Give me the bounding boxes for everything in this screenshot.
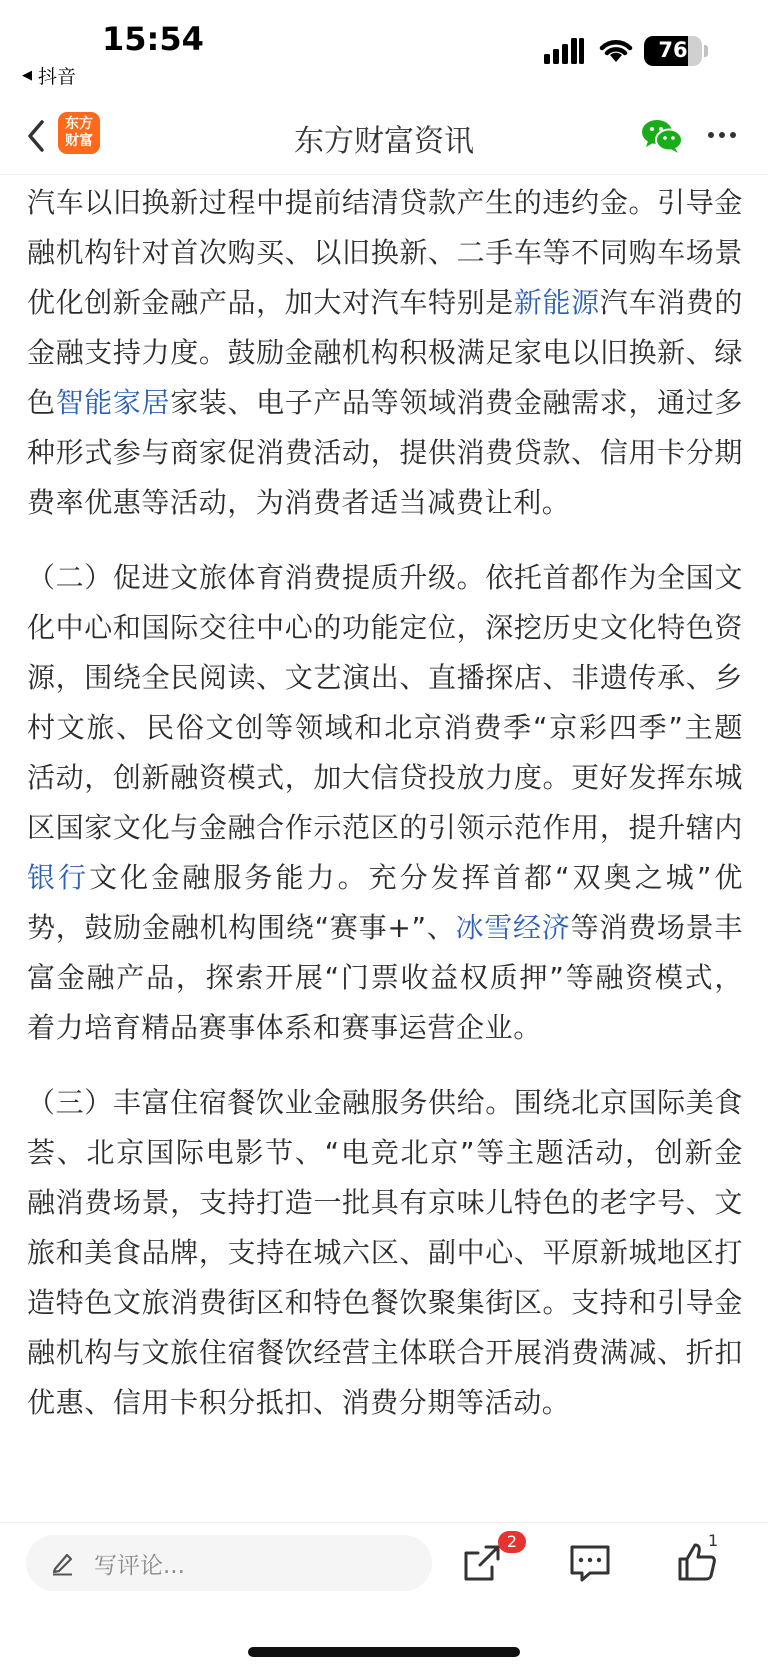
article-paragraph	[27, 553, 743, 1053]
battery-percent: 76	[658, 38, 688, 62]
share-count-badge: 2	[498, 1531, 526, 1553]
paragraph-text: 等消费场景丰富金融产品，探索开展“门票收益权质押”等融资模式，着力培育精品赛事体系和赛事运营企业。	[27, 911, 743, 1044]
battery-icon	[644, 36, 702, 66]
back-to-app-link[interactable]	[22, 62, 76, 89]
article-body	[27, 174, 743, 1522]
app-logo	[58, 112, 100, 154]
app-logo-line2: 财富	[65, 133, 93, 149]
paragraph-text: 家装、电子产品等领域消费金融需求，通过多种形式参与商家促消费活动，提供消费贷款、信用卡分期费率优惠等活动，为消费者适当减费让利。	[27, 386, 743, 519]
keyword-link[interactable]: 银行	[27, 861, 90, 894]
keyword-link[interactable]: 智能家居	[55, 386, 171, 419]
comment-icon[interactable]	[568, 1543, 612, 1583]
nav-bar	[0, 98, 768, 175]
pen-icon	[50, 1550, 76, 1576]
app-logo-line1: 东方	[65, 116, 93, 132]
article-paragraph	[27, 174, 743, 528]
paragraph-text: （三）丰富住宿餐饮业金融服务供给。围绕北京国际美食荟、北京国际电影节、“电竞北京”等主题活动，创新金融消费场景，支持打造一批具有京味儿特色的老字号、文旅和美食品牌，支持在城六区、副中心、平原新城地区打造特色文旅消费街区和特色餐饮聚集街区。支持和引导金融机构与文旅住宿餐饮经营主体联合开展消费满减、折扣优惠、信用卡积分抵扣、消费分期等活动。	[27, 1086, 743, 1419]
back-chevron-icon[interactable]	[22, 116, 52, 156]
cellular-signal-icon	[544, 38, 584, 64]
wechat-share-icon[interactable]	[640, 118, 684, 154]
battery-cap	[704, 45, 708, 57]
comment-input[interactable]	[26, 1535, 432, 1591]
paragraph-text: （二）促进文旅体育消费提质升级。依托首都作为全国文化中心和国际交往中心的功能定位，深挖历史文化特色资源，围绕全民阅读、文艺演出、直播探店、非遗传承、乡村文旅、民俗文创等领域和北京消费季“京彩四季”主题活动，创新融资模式，加大信贷投放力度。更好发挥东城区国家文化与金融合作示范区的引领示范作用，提升辖内	[27, 561, 743, 844]
bottom-action-bar	[0, 1522, 768, 1666]
paragraph-text: 汽车以旧换新过程中提前结清贷款产生的违约金。引导金融机构针对首次购买、以旧换新、二手车等不同购车场景优化创新金融产品，加大对汽车特别是	[27, 186, 743, 319]
article-paragraph	[27, 1078, 743, 1428]
paragraph-text: 汽车消费的金融支持力度。鼓励金融机构积极满足家电以旧换新、绿色	[27, 286, 743, 419]
like-count: 1	[708, 1531, 719, 1550]
paragraph-text: 文化金融服务能力。充分发挥首都“双奥之城”优势，鼓励金融机构围绕“赛事+”、	[27, 861, 743, 944]
share-icon[interactable]	[462, 1543, 502, 1583]
more-options-icon[interactable]	[706, 120, 738, 150]
home-indicator	[248, 1647, 520, 1657]
comment-placeholder: 写评论...	[94, 1552, 185, 1579]
keyword-link[interactable]: 冰雪经济	[455, 911, 571, 944]
keyword-link[interactable]: 新能源	[513, 286, 600, 319]
article-content	[27, 174, 743, 1428]
status-time: 15:54	[102, 20, 204, 58]
status-bar	[0, 0, 768, 98]
page-title: 东方财富资讯	[294, 124, 474, 159]
back-triangle-icon: ◀	[22, 68, 32, 83]
back-app-label: 抖音	[38, 66, 77, 88]
wifi-icon	[598, 34, 634, 64]
